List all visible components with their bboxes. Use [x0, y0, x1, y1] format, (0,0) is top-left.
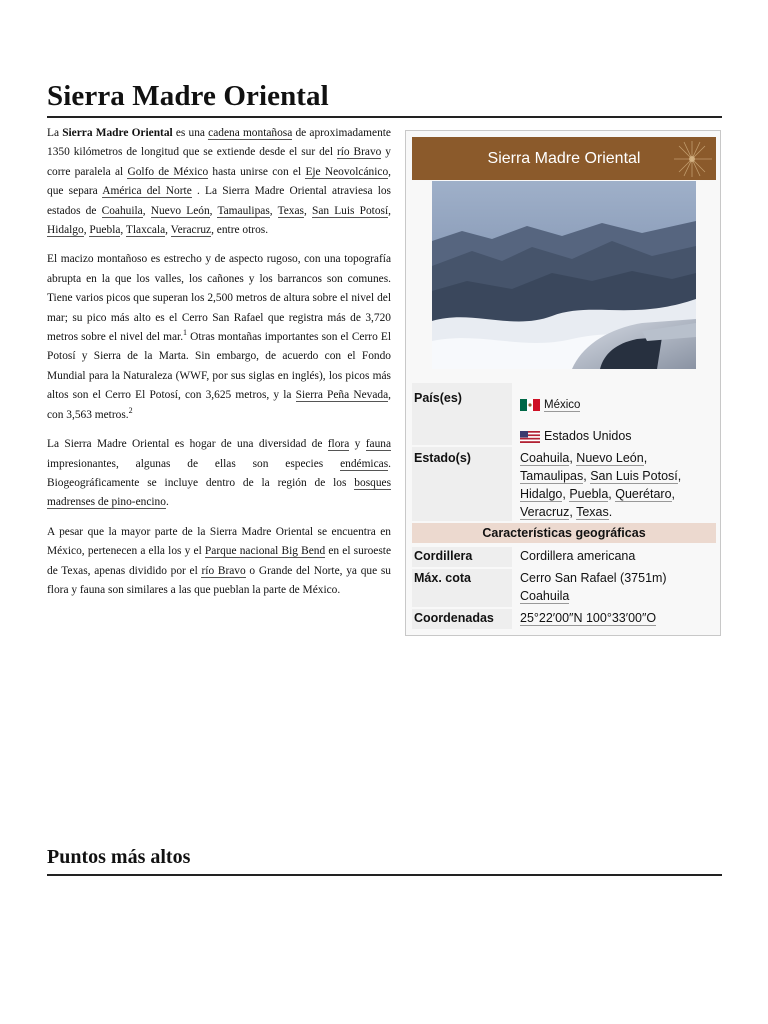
row-cordillera	[412, 547, 716, 567]
footnote-1-link[interactable]: 1	[183, 328, 188, 338]
link-hidalgo[interactable]: Hidalgo	[47, 224, 84, 237]
link-coordenadas[interactable]: 25°22′00″N 100°33′00″O	[520, 611, 657, 625]
link-fauna[interactable]: fauna	[365, 438, 392, 451]
mexico-flag-icon	[520, 399, 540, 411]
link-endemicas[interactable]: endémicas	[340, 457, 389, 470]
pais-estados-unidos-text: Estados Unidos	[544, 429, 632, 443]
link-bosques-madrenses[interactable]: bosques madrenses de pino-encino	[47, 476, 391, 509]
text: ,	[120, 224, 126, 237]
paragraph-intro	[47, 124, 391, 240]
link-pais-mexico[interactable]: México	[544, 399, 581, 411]
link-estado-coahuila[interactable]: Coahuila	[520, 451, 570, 465]
footnote-2-link[interactable]: 2	[128, 405, 133, 415]
text: o Grande del Norte, ya que su flora y fauna son similares a las que pueblan la parte de México.	[47, 564, 391, 596]
estados-list: Coahuila, Nuevo León, Tamaulipas, San Luis Potosí, Hidalgo, Puebla, Querétaro, Veracruz, Texas.	[520, 451, 682, 519]
paragraph-extent	[47, 523, 391, 601]
text: y corre paralela al	[47, 146, 391, 178]
section-divider	[47, 874, 722, 876]
row-coordenadas	[412, 609, 716, 629]
row-max-cota	[412, 569, 716, 607]
link-estado-puebla[interactable]: Puebla	[569, 487, 609, 501]
text: .	[165, 496, 169, 509]
text: La Sierra Madre Oriental es hogar de una diversidad de	[47, 438, 328, 451]
link-rio-bravo[interactable]: río Bravo	[336, 146, 382, 159]
link-estado-hidalgo[interactable]: Hidalgo	[520, 487, 563, 501]
link-flora[interactable]: flora	[327, 438, 350, 451]
text: , entre otros.	[211, 224, 269, 237]
link-estado-texas[interactable]: Texas	[576, 505, 609, 519]
text: ,	[83, 224, 90, 237]
text: . La Sierra Madre Oriental atraviesa los estados de	[47, 185, 391, 217]
link-eje-neovolcanico[interactable]: Eje Neovolcánico	[305, 165, 389, 178]
paises-label: País(es)	[412, 383, 512, 445]
link-san-luis-potosi[interactable]: San Luis Potosí	[311, 204, 389, 217]
infobox	[405, 130, 721, 636]
text: y	[349, 438, 366, 451]
link-sierra-pena-nevada[interactable]: Sierra Peña Nevada	[295, 389, 389, 402]
link-estado-tamaulipas[interactable]: Tamaulipas	[520, 469, 584, 483]
text: . Biogeográficamente se incluye dentro de la región de los	[47, 457, 391, 489]
text: Otras montañas importantes son el Cerro El Potosí y Sierra de la Marta. Sin embargo, de acuerdo con el Fondo Mundial para la Naturaleza (WWF, por sus siglas en inglés), los picos más altos son el Cerro El Potosí, con 3,625 metros, y la	[47, 331, 391, 402]
link-big-bend[interactable]: Parque nacional Big Bend	[204, 545, 326, 558]
cordillera-label: Cordillera	[412, 547, 512, 567]
link-cadena-montanosa[interactable]: cadena montañosa	[208, 127, 293, 139]
page-title: Sierra Madre Oriental	[47, 80, 329, 112]
paragraph-biodiversity	[47, 435, 391, 513]
link-estado-veracruz[interactable]: Veracruz	[520, 505, 570, 519]
text: ,	[303, 204, 312, 217]
text: ,	[142, 204, 151, 217]
coordenadas-value	[520, 609, 716, 627]
link-nuevo-leon[interactable]: Nuevo León	[150, 204, 210, 217]
cordillera-value: Cordillera americana	[520, 549, 636, 563]
article-body	[47, 124, 391, 610]
max-cota-value	[520, 569, 716, 605]
max-cota-peak: Cerro San Rafael (3751m)	[520, 571, 667, 585]
infobox-title: Sierra Madre Oriental	[487, 149, 641, 167]
link-veracruz[interactable]: Veracruz	[170, 224, 212, 237]
text: , que separa	[47, 165, 392, 198]
pais-estados-unidos	[520, 427, 716, 445]
link-tamaulipas[interactable]: Tamaulipas	[217, 204, 270, 217]
text: ,	[269, 204, 278, 217]
infobox-header	[412, 137, 716, 180]
pais-mexico	[520, 395, 716, 414]
us-flag-icon	[520, 431, 540, 443]
link-rio-bravo-2[interactable]: río Bravo	[201, 564, 246, 577]
link-estado-san-luis-potosi[interactable]: San Luis Potosí	[590, 469, 678, 483]
link-tlaxcala[interactable]: Tlaxcala	[125, 224, 166, 237]
mountain-aerial-photo[interactable]	[432, 181, 696, 369]
max-cota-label: Máx. cota	[412, 569, 512, 607]
text: de aproximadamente 1350 kilómetros de longitud que se extiende desde el sur del	[47, 127, 391, 159]
link-estado-nuevo-leon[interactable]: Nuevo León	[576, 451, 644, 465]
text: hasta unirse con el	[208, 165, 306, 178]
text: en el suroeste de Texas, apenas dividido por el	[47, 545, 391, 577]
link-estado-queretaro[interactable]: Querétaro	[615, 487, 672, 501]
text: ,	[165, 224, 171, 237]
link-coahuila[interactable]: Coahuila	[101, 204, 143, 217]
text: es una	[172, 127, 209, 139]
row-paises	[412, 383, 716, 445]
text: , con 3,563 metros.	[47, 389, 391, 421]
text: impresionantes, algunas de ellas son especies	[47, 457, 341, 470]
paragraph-topography	[47, 250, 391, 425]
row-estados	[412, 447, 716, 521]
text: ,	[209, 204, 218, 217]
text: La	[47, 127, 63, 139]
section-caracteristicas: Características geográficas	[412, 523, 716, 543]
bold-term: Sierra Madre Oriental	[62, 127, 173, 139]
text: A pesar que la mayor parte de la Sierra Madre Oriental se encuentra en México, pertenecen a ella los y el	[47, 525, 391, 558]
link-puebla[interactable]: Puebla	[89, 224, 121, 237]
compass-rose-icon	[656, 137, 716, 180]
estados-label: Estado(s)	[412, 447, 512, 521]
section-heading-puntos-mas-altos: Puntos más altos	[47, 846, 191, 868]
link-america-del-norte[interactable]: América del Norte	[102, 185, 192, 198]
link-max-cota-coahuila[interactable]: Coahuila	[520, 589, 570, 603]
text: ,	[388, 204, 391, 217]
link-golfo-de-mexico[interactable]: Golfo de México	[127, 165, 209, 178]
title-divider	[47, 116, 722, 118]
text: El macizo montañoso es estrecho y de aspecto rugoso, con una topografía abrupta en la que los valles, los cañones y los barrancos son comunes. Tiene varios picos que superan los 2,500 metros de altura sobre el nivel del mar; su pico más alto es el Cerro San Rafael que registra más de 3,720 metros sobre el nivel del mar.	[47, 253, 391, 344]
coordenadas-label: Coordenadas	[412, 609, 512, 629]
link-texas[interactable]: Texas	[277, 204, 304, 217]
